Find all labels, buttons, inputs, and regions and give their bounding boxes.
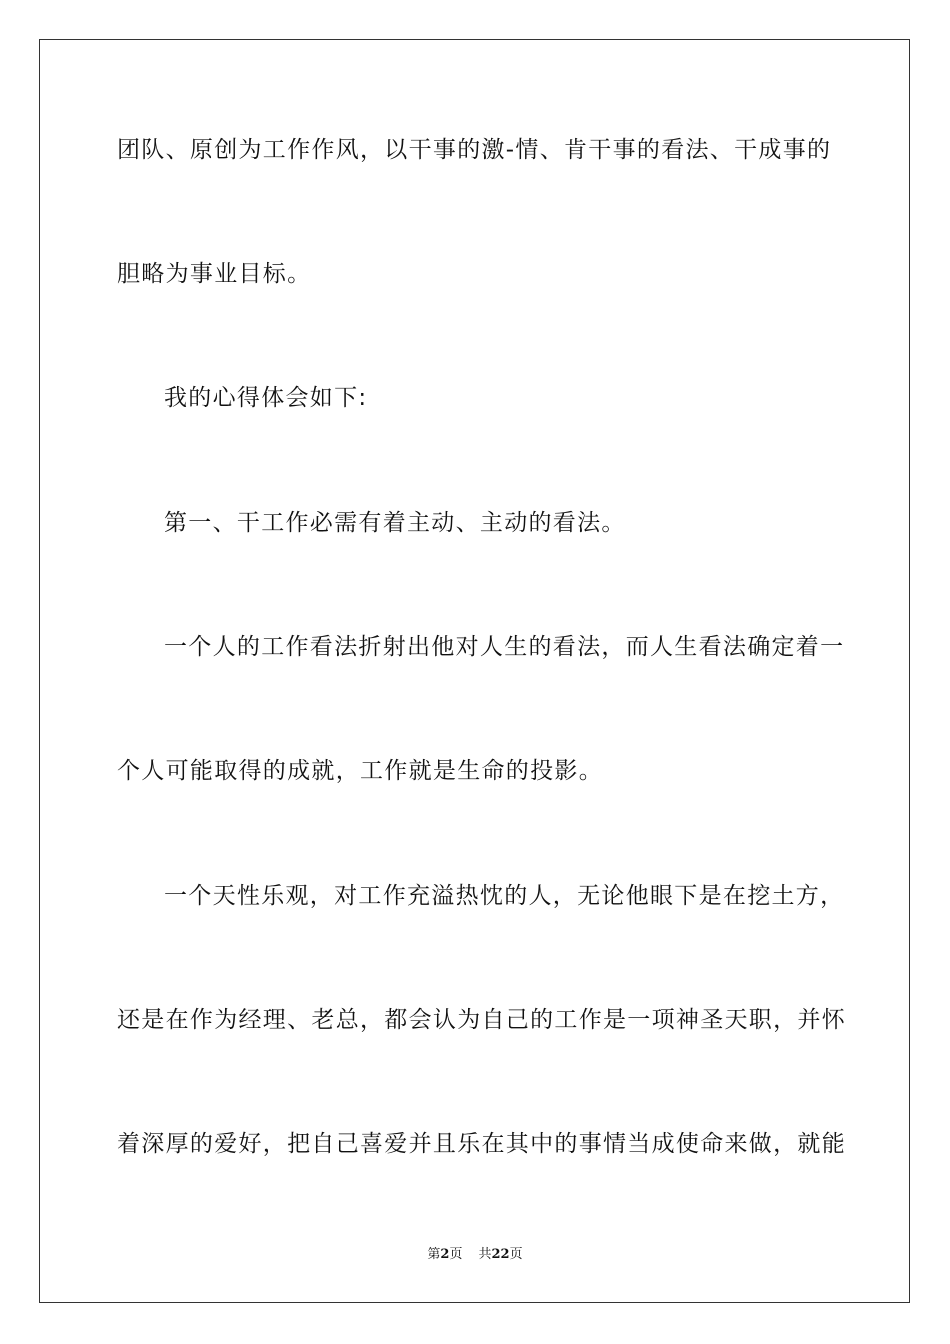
paragraph-2-line-1: 我的心得体会如下: (164, 385, 368, 411)
footer-page-current: 2 (440, 1247, 450, 1262)
page-frame (39, 39, 910, 1303)
footer-total-suffix: 页 (509, 1247, 523, 1262)
paragraph-4-line-1: 一个人的工作看法折射出他对人生的看法，而人生看法确定着一 (164, 634, 845, 660)
paragraph-5-line-1: 一个天性乐观，对工作充溢热忱的人，无论他眼下是在挖土方， (164, 883, 845, 909)
paragraph-5-line-2: 还是在作为经理、老总，都会认为自己的工作是一项神圣天职，并怀 (117, 1007, 846, 1033)
paragraph-1-line-2: 胆略为事业目标。 (117, 261, 312, 287)
paragraph-5-line-3: 着深厚的爱好，把自己喜爱并且乐在其中的事情当成使命来做，就能 (117, 1131, 846, 1157)
paragraph-4-line-2: 个人可能取得的成就，工作就是生命的投影。 (117, 758, 603, 784)
footer-total-prefix: 共 (478, 1247, 492, 1262)
paragraph-3-line-1: 第一、干工作必需有着主动、主动的看法。 (164, 510, 626, 536)
footer-page-suffix: 页 (449, 1247, 463, 1262)
footer-page-total: 22 (491, 1247, 510, 1262)
page-footer (0, 1246, 950, 1264)
footer-page-prefix: 第 (427, 1247, 441, 1262)
paragraph-1-line-1: 团队、原创为工作作风，以干事的激-情、肯干事的看法、干成事的 (117, 137, 832, 163)
